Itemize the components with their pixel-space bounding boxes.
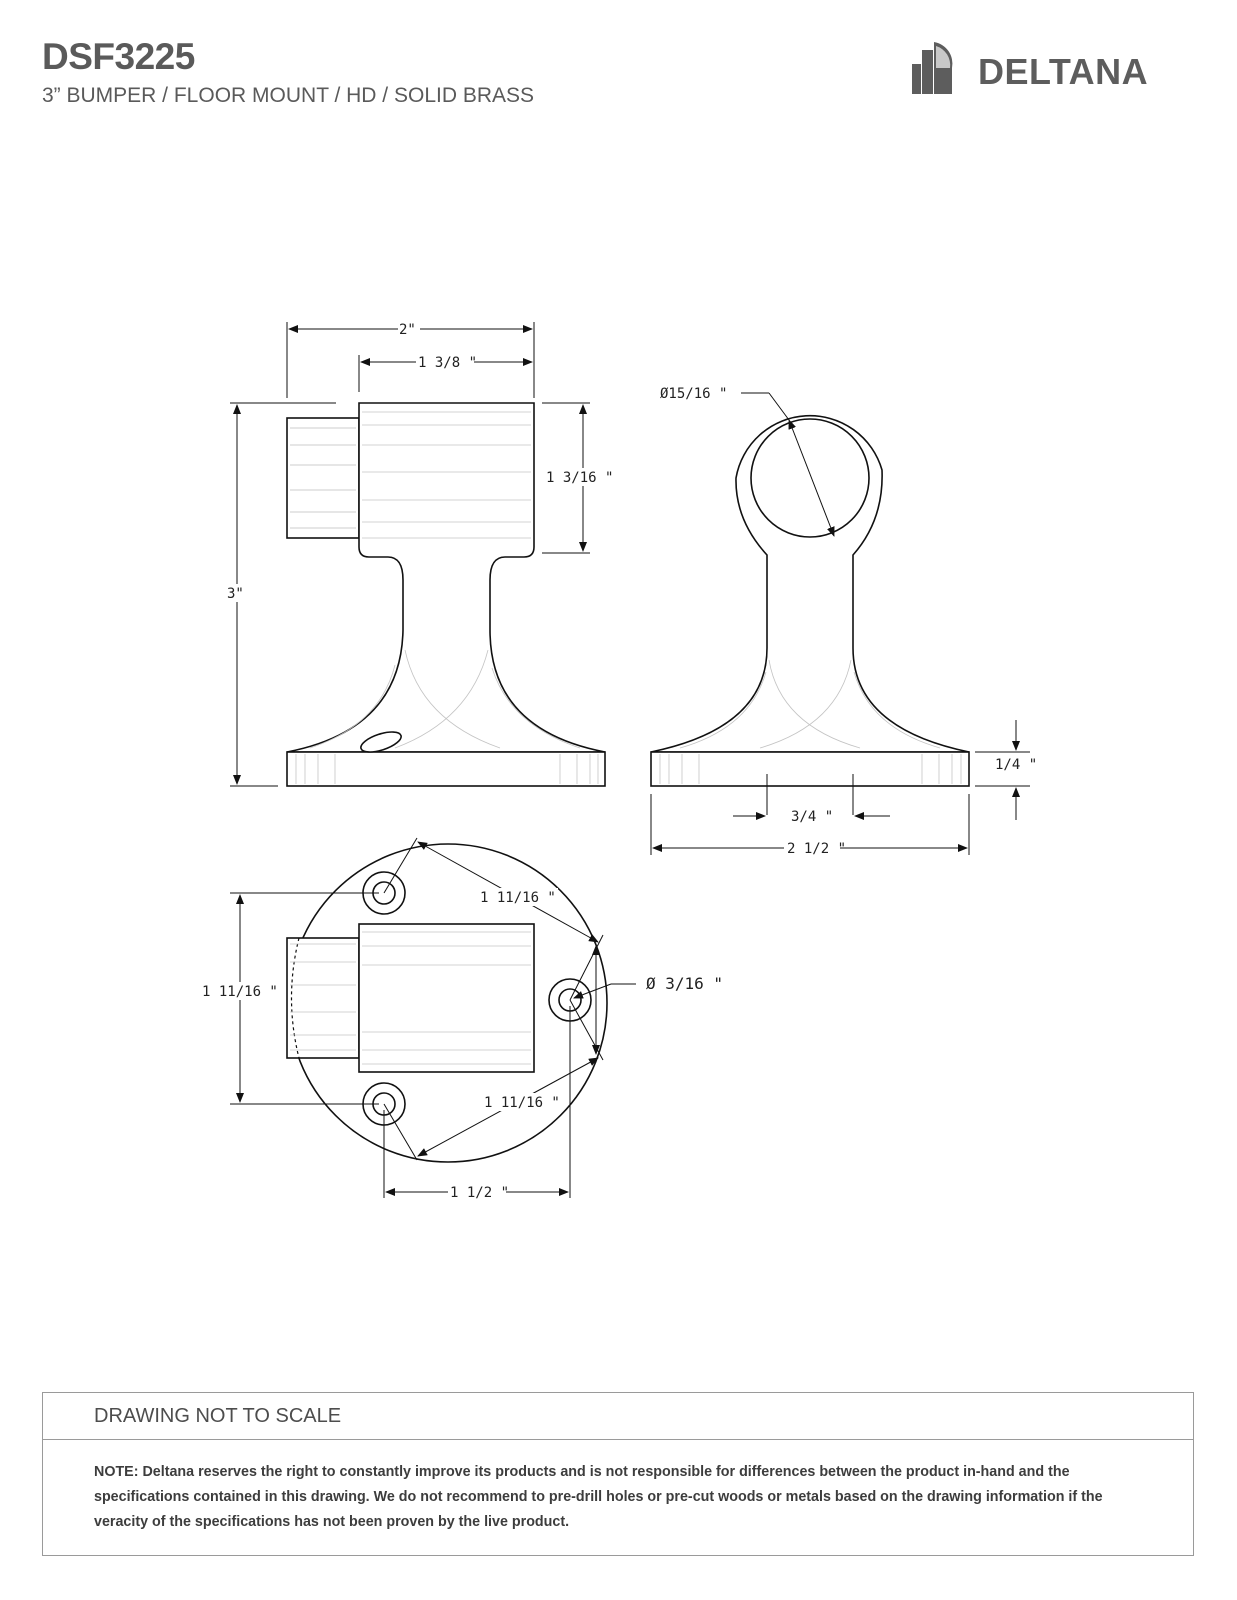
side-view	[651, 416, 969, 786]
dim-hole-spacing-vertical: 1 11/16 "	[202, 984, 278, 1000]
dim-hole-diameter: Ø 3/16 "	[646, 974, 724, 993]
dim-hole-offset: 1 1/2 "	[450, 1185, 510, 1201]
model-number: DSF3225	[42, 36, 195, 77]
dim-base-diameter: 2 1/2 "	[787, 841, 847, 857]
dim-overall-width: 2"	[399, 322, 416, 338]
dim-hole-spacing-lower: 1 11/16 "	[484, 1095, 560, 1111]
dim-head-width: 1 3/8 "	[418, 355, 478, 371]
note-text: NOTE: Deltana reserves the right to constantly improve its products and is not responsible for differences between the product in-hand and the specifications contained in this drawing. We do not recommend to pre-drill holes or pre-cut woods or metals based on the drawing information if the veracity of the specifications has not been proven by the live product.	[94, 1464, 1103, 1530]
dim-ring-diameter: Ø15/16 "	[660, 386, 728, 402]
side-ring-inner	[751, 419, 869, 537]
front-bumper-tip	[287, 418, 359, 538]
dim-hole-spacing-upper: 1 11/16 "	[480, 890, 556, 906]
top-bumper-tip	[287, 938, 359, 1058]
front-view	[287, 403, 605, 786]
note-box	[42, 1392, 1194, 1556]
note-title: DRAWING NOT TO SCALE	[43, 1393, 1193, 1440]
top-view	[287, 844, 607, 1162]
dim-head-height: 1 3/16 "	[546, 470, 614, 486]
dim-overall-height: 3"	[227, 586, 244, 602]
dim-base-thickness: 1/4 "	[995, 757, 1038, 773]
logo-wordmark: DELTANA	[978, 51, 1149, 92]
dim-neck-width: 3/4 "	[791, 809, 834, 825]
product-description: 3” BUMPER / FLOOR MOUNT / HD / SOLID BRASS	[42, 84, 535, 107]
